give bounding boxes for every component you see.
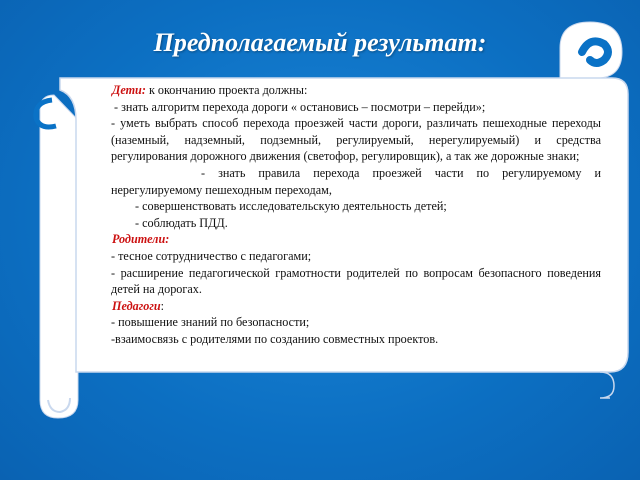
slide-title: Предполагаемый результат: xyxy=(153,28,487,57)
teachers-item: - повышение знаний по безопасности; xyxy=(111,315,310,330)
parents-item: - расширение педагогической грамотности родителей по вопросам безопасного поведения детей на дорогах. xyxy=(111,265,601,297)
children-section-header xyxy=(111,82,601,99)
children-item: - соблюдать ПДД. xyxy=(135,215,228,230)
scroll-curl-top-right xyxy=(560,22,622,78)
parents-label: Родители: xyxy=(112,232,170,247)
teachers-label-suffix: : xyxy=(160,298,164,313)
parents-section-header xyxy=(111,231,601,248)
children-item: - уметь выбрать способ перехода проезжей части дороги, различать пешеходные переходы (наземный, надземный, подземный, регулируемый, нерегулируемый) и средства регулирования дорожного движения (светофор, регулировщик), а так же дорожные знаки; xyxy=(111,116,601,164)
children-item: - совершенствовать исследовательскую деятельность детей; xyxy=(135,199,447,214)
children-item: - знать правила перехода проезжей части по регулируемому и нерегулируемому пешеходным переходам, xyxy=(111,165,601,197)
children-item: - знать алгоритм перехода дороги « остановись – посмотри – перейди»; xyxy=(114,99,486,114)
children-intro: к окончанию проекта должны: xyxy=(148,83,308,97)
scroll-roll-left xyxy=(40,95,78,418)
teachers-item: -взаимосвязь с родителями по созданию совместных проектов. xyxy=(111,331,439,346)
teachers-label: Педагоги xyxy=(112,298,161,313)
teachers-section-header xyxy=(111,298,601,315)
children-label: Дети: xyxy=(112,83,146,97)
result-text-block xyxy=(111,82,601,348)
parents-item: - тесное сотрудничество с педагогами; xyxy=(111,248,312,263)
